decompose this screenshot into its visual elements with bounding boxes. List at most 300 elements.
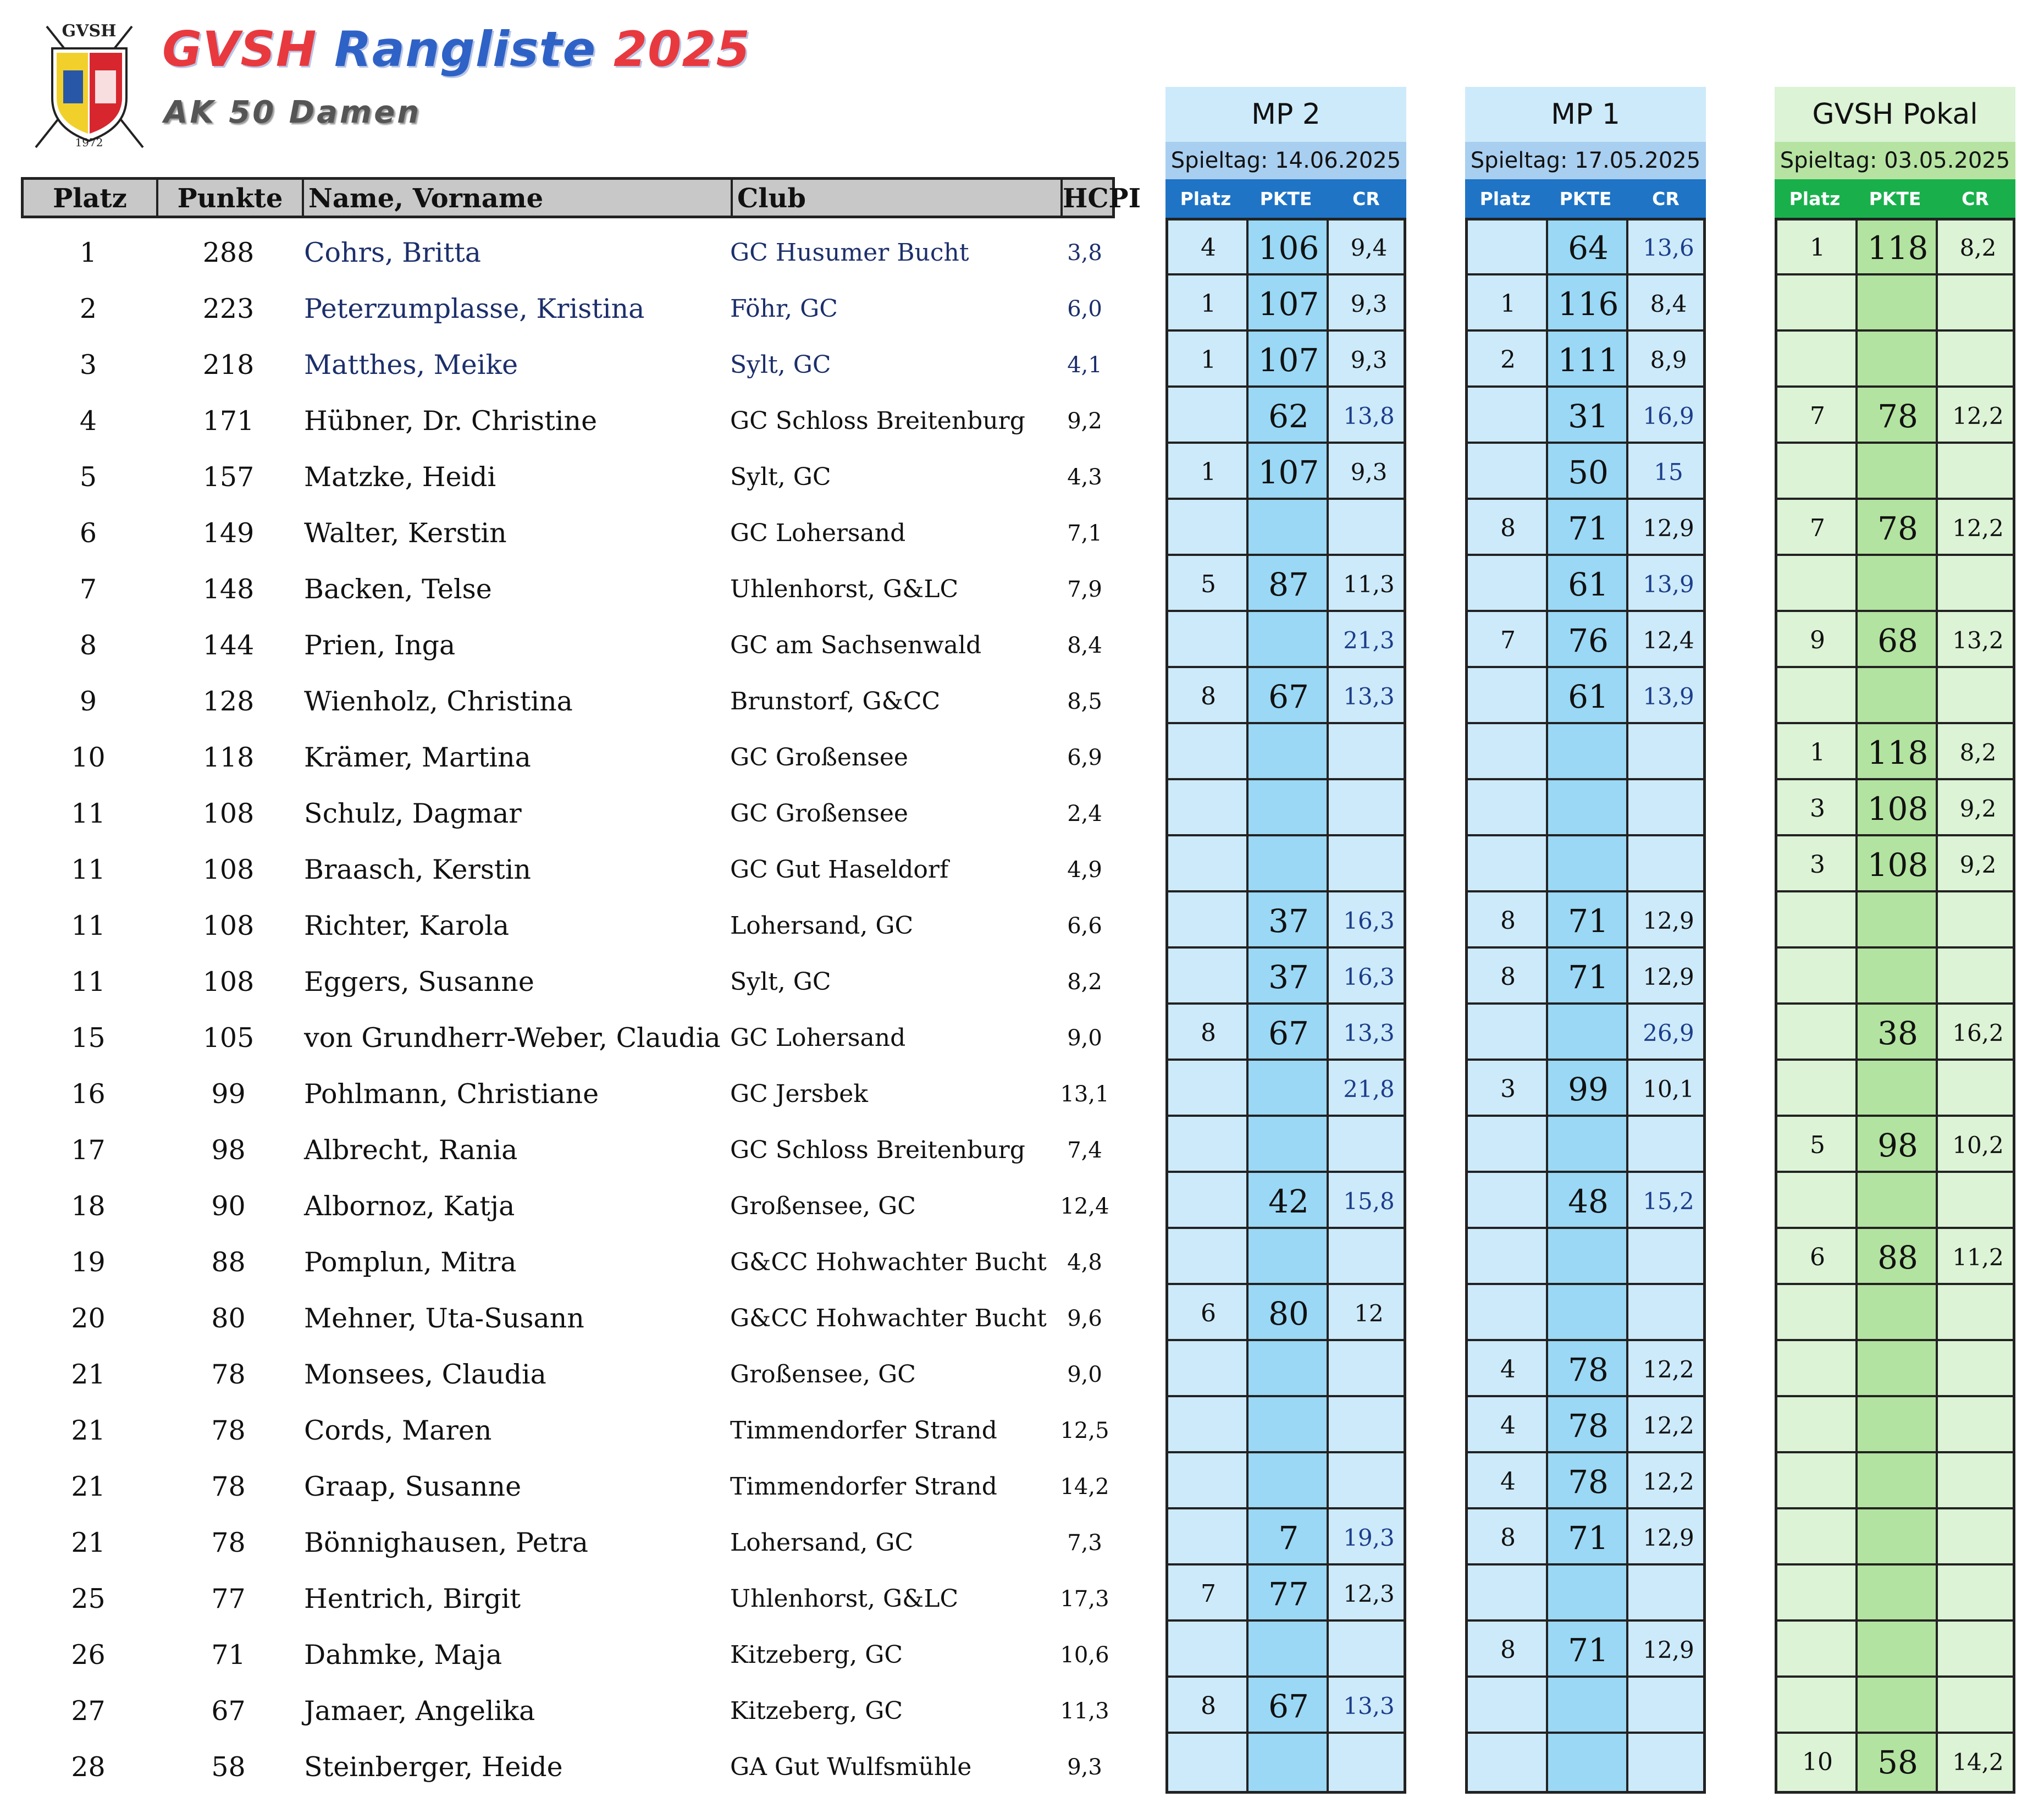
event-points-cell: 7: [1278, 1519, 1299, 1557]
event-points-cell: 78: [1877, 398, 1918, 435]
hcpi-cell: 12,4: [1060, 1194, 1109, 1219]
event-cr-cell: [1938, 555, 2018, 611]
hcpi-cell: 6,6: [1067, 913, 1102, 939]
name-cell: von Grundherr-Weber, Claudia: [304, 1022, 721, 1054]
event-points-cell: 88: [1877, 1239, 1918, 1276]
event-rank-cell: 3: [1810, 795, 1825, 823]
event-points-cell: 37: [1268, 958, 1309, 996]
event-cr-cell: 12,9: [1643, 1636, 1694, 1663]
club-cell: GC Schloss Breitenburg: [730, 407, 1025, 435]
event-rank-cell: 8: [1500, 907, 1516, 935]
points-cell: 144: [202, 630, 255, 661]
event-row: [1168, 1172, 1404, 1228]
event-cr-cell: [1938, 1508, 2018, 1564]
club-cell: GC Jersbek: [730, 1080, 868, 1108]
event-rank-cell: [1168, 1508, 1249, 1564]
club-cell: GC Schloss Breitenburg: [730, 1136, 1025, 1164]
event-points-cell: [1249, 1452, 1329, 1508]
rank-cell: 4: [79, 405, 97, 437]
event-rank-cell: 8: [1201, 1692, 1216, 1720]
name-cell: Monsees, Claudia: [304, 1359, 546, 1390]
table-row: [21, 1513, 1115, 1569]
event-rank-cell: [1468, 555, 1548, 611]
rank-cell: 11: [71, 966, 106, 997]
event-row: [1168, 835, 1404, 891]
event-rank-cell: 8: [1201, 1019, 1216, 1047]
event-row: [1468, 1564, 1703, 1620]
event-row: [1777, 1564, 2013, 1620]
event-rank-cell: 6: [1810, 1243, 1825, 1271]
event-cr-cell: [1628, 1116, 1709, 1172]
club-cell: Großensee, GC: [730, 1360, 916, 1388]
event-row: [1777, 387, 2013, 443]
event-rank-cell: [1777, 330, 1858, 387]
event-cr-cell: [1329, 1452, 1409, 1508]
event-points-cell: [1858, 891, 1938, 947]
name-cell: Bönnighausen, Petra: [304, 1527, 588, 1558]
club-cell: GC Gut Haseldorf: [730, 856, 949, 884]
event-row: [1777, 1340, 2013, 1396]
event-row: [1777, 1060, 2013, 1116]
event-row: [1468, 274, 1703, 330]
event-row: [1168, 1284, 1404, 1340]
event-cr-cell: [1938, 1172, 2018, 1228]
event-cr-cell: [1329, 835, 1409, 891]
event-row: [1468, 218, 1703, 274]
club-cell: Sylt, GC: [730, 351, 831, 379]
hcpi-cell: 11,3: [1060, 1699, 1109, 1724]
event-rank-cell: [1168, 779, 1249, 835]
points-cell: 78: [211, 1471, 246, 1502]
event-rank-cell: [1468, 1228, 1548, 1284]
table-row: [21, 952, 1115, 1008]
event-cr-cell: [1329, 779, 1409, 835]
event-points-cell: 31: [1568, 398, 1609, 435]
club-cell: Timmendorfer Strand: [730, 1473, 997, 1501]
event-rank-cell: [1777, 1284, 1858, 1340]
event-points-cell: [1548, 1228, 1628, 1284]
event-title: GVSH Pokal: [1775, 87, 2015, 142]
event-row: [1468, 1452, 1703, 1508]
event-row: [1468, 1004, 1703, 1060]
event-cr-cell: 13,9: [1643, 571, 1694, 598]
rank-cell: 27: [71, 1695, 106, 1727]
event-rank-cell: [1777, 891, 1858, 947]
event-row: [1468, 1677, 1703, 1733]
event-cr-cell: [1628, 1284, 1709, 1340]
event-points-cell: [1858, 1564, 1938, 1620]
event-cr-cell: 9,3: [1350, 346, 1388, 373]
event-col-platz: Platz: [1180, 188, 1231, 210]
event-cr-cell: [1938, 947, 2018, 1004]
event-rank-cell: 9: [1810, 626, 1825, 654]
points-cell: 108: [202, 910, 255, 941]
event-points-cell: [1249, 779, 1329, 835]
event-row: [1468, 1396, 1703, 1452]
table-row: [21, 1233, 1115, 1289]
hcpi-cell: 9,0: [1067, 1026, 1102, 1051]
event-points-cell: [1858, 555, 1938, 611]
hcpi-cell: 4,3: [1067, 465, 1102, 490]
hcpi-cell: 7,3: [1067, 1530, 1102, 1556]
event-rank-cell: 8: [1201, 682, 1216, 710]
event-cr-cell: 12,9: [1643, 1524, 1694, 1551]
rank-cell: 26: [71, 1639, 106, 1671]
table-row: [21, 1457, 1115, 1513]
table-row: [21, 560, 1115, 616]
event-points-cell: [1249, 1733, 1329, 1789]
event-rank-cell: 2: [1500, 346, 1516, 374]
event-column-header: [1465, 179, 1706, 218]
club-cell: Timmendorfer Strand: [730, 1416, 997, 1445]
event-row: [1468, 387, 1703, 443]
event-points-cell: 99: [1568, 1071, 1609, 1108]
name-cell: Walter, Kerstin: [304, 517, 507, 549]
points-cell: 58: [211, 1751, 246, 1783]
points-cell: 99: [211, 1078, 246, 1110]
event-cr-cell: 8,9: [1650, 346, 1687, 373]
event-cr-cell: 15,8: [1343, 1188, 1395, 1215]
hcpi-cell: 9,2: [1067, 409, 1102, 434]
points-cell: 157: [202, 461, 255, 493]
event-cr-cell: 14,2: [1952, 1749, 2004, 1776]
event-rank-cell: [1468, 667, 1548, 723]
event-points-cell: 107: [1258, 454, 1319, 491]
event-cr-cell: [1329, 723, 1409, 779]
name-cell: Matzke, Heidi: [304, 461, 496, 493]
hcpi-cell: 3,8: [1067, 240, 1102, 266]
club-cell: GA Gut Wulfsmühle: [730, 1753, 972, 1781]
event-rank-cell: 1: [1201, 458, 1216, 486]
event-row: [1468, 667, 1703, 723]
table-row: [21, 1177, 1115, 1233]
event-row: [1777, 1508, 2013, 1564]
event-points-cell: [1858, 667, 1938, 723]
ranking-table-header: [21, 177, 1141, 218]
event-results-grid: [1165, 218, 1406, 1794]
event-points-cell: 87: [1268, 566, 1309, 603]
event-row: [1468, 443, 1703, 499]
event-points-cell: 67: [1268, 1015, 1309, 1052]
event-rank-cell: [1168, 1060, 1249, 1116]
event-rank-cell: [1468, 1564, 1548, 1620]
name-cell: Jamaer, Angelika: [304, 1695, 535, 1727]
hcpi-cell: 17,3: [1060, 1586, 1109, 1612]
table-row: [21, 1682, 1115, 1738]
event-points-cell: [1249, 1620, 1329, 1677]
event-rank-cell: [1777, 1564, 1858, 1620]
event-cr-cell: [1628, 835, 1709, 891]
event-rank-cell: [1468, 1116, 1548, 1172]
event-rank-cell: [1168, 1340, 1249, 1396]
table-row: [21, 1065, 1115, 1121]
event-cr-cell: 8,4: [1650, 290, 1687, 317]
event-rank-cell: [1168, 723, 1249, 779]
hcpi-cell: 7,4: [1067, 1138, 1102, 1163]
event-row: [1777, 1284, 2013, 1340]
table-row: [21, 672, 1115, 728]
event-cr-cell: 13,6: [1643, 234, 1694, 261]
svg-text:1972: 1972: [75, 136, 103, 149]
event-cr-cell: 12,9: [1643, 907, 1694, 934]
table-row: [21, 1625, 1115, 1682]
event-col-platz: Platz: [1789, 188, 1841, 210]
event-cr-cell: [1938, 1677, 2018, 1733]
event-points-cell: [1548, 1004, 1628, 1060]
event-row: [1468, 891, 1703, 947]
event-cr-cell: [1628, 1733, 1709, 1789]
event-rank-cell: [1468, 779, 1548, 835]
event-cr-cell: [1329, 1116, 1409, 1172]
event-cr-cell: 21,8: [1343, 1076, 1395, 1103]
event-cr-cell: [1329, 1228, 1409, 1284]
name-cell: Peterzumplasse, Kristina: [304, 293, 645, 324]
event-row: [1168, 667, 1404, 723]
col-header-platz: Platz: [24, 180, 158, 216]
hcpi-cell: 8,5: [1067, 689, 1102, 714]
event-row: [1777, 947, 2013, 1004]
event-points-cell: 62: [1268, 398, 1309, 435]
event-cr-cell: 13,8: [1343, 403, 1395, 429]
event-points-cell: [1548, 1733, 1628, 1789]
event-rank-cell: 5: [1201, 570, 1216, 598]
event-rank-cell: 1: [1500, 290, 1516, 318]
event-row: [1777, 555, 2013, 611]
event-points-cell: 78: [1568, 1463, 1609, 1501]
rank-cell: 20: [71, 1303, 106, 1334]
event-points-cell: [1548, 779, 1628, 835]
event-row: [1468, 1228, 1703, 1284]
event-cr-cell: 10,2: [1952, 1132, 2004, 1159]
event-rank-cell: 3: [1500, 1075, 1516, 1103]
rank-cell: 25: [71, 1583, 106, 1614]
event-rank-cell: [1777, 1340, 1858, 1396]
event-cr-cell: [1329, 1396, 1409, 1452]
event-cr-cell: [1628, 779, 1709, 835]
name-cell: Schulz, Dagmar: [304, 798, 522, 829]
event-points-cell: 61: [1568, 678, 1609, 715]
event-cr-cell: 12,4: [1643, 627, 1694, 654]
event-title: MP 1: [1465, 87, 1706, 142]
event-col-pkte: PKTE: [1869, 188, 1921, 210]
event-points-cell: 78: [1877, 510, 1918, 547]
points-cell: 78: [211, 1359, 246, 1390]
event-rank-cell: [1777, 555, 1858, 611]
event-rank-cell: [1777, 1396, 1858, 1452]
event-cr-cell: [1938, 1396, 2018, 1452]
event-points-cell: 42: [1268, 1183, 1309, 1220]
table-row: [21, 1008, 1115, 1065]
name-cell: Graap, Susanne: [304, 1471, 522, 1502]
event-points-cell: [1249, 1228, 1329, 1284]
club-cell: GC Großensee: [730, 743, 908, 771]
rank-cell: 16: [71, 1078, 106, 1110]
event-rank-cell: [1168, 387, 1249, 443]
event-row: [1468, 1620, 1703, 1677]
event-rank-cell: [1777, 1452, 1858, 1508]
name-cell: Krämer, Martina: [304, 742, 531, 773]
club-cell: GC am Sachsenwald: [730, 631, 982, 659]
event-rank-cell: [1468, 723, 1548, 779]
event-points-cell: 108: [1867, 790, 1929, 828]
event-rank-cell: [1777, 443, 1858, 499]
event-points-cell: 76: [1568, 622, 1609, 659]
event-row: [1168, 499, 1404, 555]
event-points-cell: 118: [1867, 229, 1929, 267]
event-points-cell: 38: [1877, 1015, 1918, 1052]
event-cr-cell: 12: [1354, 1300, 1384, 1327]
event-rank-cell: 5: [1810, 1131, 1825, 1159]
event-cr-cell: [1938, 1564, 2018, 1620]
hcpi-cell: 8,2: [1067, 969, 1102, 995]
event-rank-cell: [1168, 1733, 1249, 1789]
rank-cell: 21: [71, 1415, 106, 1446]
hcpi-cell: 13,1: [1060, 1082, 1109, 1107]
event-points-cell: 98: [1877, 1127, 1918, 1164]
event-rank-cell: 4: [1500, 1355, 1516, 1383]
event-points-cell: [1858, 1396, 1938, 1452]
rank-cell: 8: [79, 630, 97, 661]
event-cr-cell: [1938, 1340, 2018, 1396]
event-points-cell: [1249, 1396, 1329, 1452]
event-rank-cell: [1777, 274, 1858, 330]
event-points-cell: [1249, 611, 1329, 667]
event-rank-cell: [1168, 611, 1249, 667]
event-points-cell: 48: [1568, 1183, 1609, 1220]
event-points-cell: 71: [1568, 902, 1609, 940]
event-points-cell: [1548, 1564, 1628, 1620]
event-points-cell: [1249, 499, 1329, 555]
points-cell: 77: [211, 1583, 246, 1614]
event-points-cell: [1249, 1060, 1329, 1116]
event-rank-cell: 6: [1201, 1299, 1216, 1327]
hcpi-cell: 9,6: [1067, 1306, 1102, 1331]
event-rank-cell: [1777, 1004, 1858, 1060]
event-points-cell: [1858, 1060, 1938, 1116]
points-cell: 108: [202, 854, 255, 885]
event-row: [1168, 611, 1404, 667]
event-rank-cell: 8: [1500, 1636, 1516, 1664]
name-cell: Albornoz, Katja: [304, 1190, 515, 1222]
hcpi-cell: 12,5: [1060, 1418, 1109, 1443]
name-cell: Prien, Inga: [304, 630, 456, 661]
points-cell: 78: [211, 1527, 246, 1558]
event-rank-cell: [1468, 387, 1548, 443]
event-results-grid: [1465, 218, 1706, 1794]
name-cell: Steinberger, Heide: [304, 1751, 563, 1783]
event-rank-cell: [1468, 1733, 1548, 1789]
event-points-cell: [1858, 1677, 1938, 1733]
event-points-cell: 71: [1568, 1519, 1609, 1557]
event-points-cell: 111: [1557, 341, 1619, 379]
event-rank-cell: [1777, 1677, 1858, 1733]
event-rank-cell: 7: [1201, 1580, 1216, 1608]
event-cr-cell: 13,3: [1343, 683, 1395, 710]
event-cr-cell: 9,2: [1959, 851, 1997, 878]
event-cr-cell: 9,2: [1959, 795, 1997, 822]
event-rank-cell: [1168, 891, 1249, 947]
page-subtitle: AK 50 Damen: [164, 95, 422, 130]
event-cr-cell: 9,3: [1350, 290, 1388, 317]
event-points-cell: [1548, 1677, 1628, 1733]
event-cr-cell: 11,3: [1343, 571, 1395, 598]
event-rank-cell: [1468, 1004, 1548, 1060]
event-rank-cell: 4: [1500, 1412, 1516, 1440]
name-cell: Backen, Telse: [304, 574, 492, 605]
event-cr-cell: 16,9: [1643, 403, 1694, 429]
event-row: [1468, 1172, 1703, 1228]
hcpi-cell: 2,4: [1067, 801, 1102, 826]
event-cr-cell: 8,2: [1959, 234, 1997, 261]
event-cr-cell: [1938, 1284, 2018, 1340]
event-row: [1168, 1677, 1404, 1733]
name-cell: Cords, Maren: [304, 1415, 492, 1446]
event-rank-cell: [1468, 835, 1548, 891]
event-cr-cell: [1938, 667, 2018, 723]
event-row: [1168, 1733, 1404, 1789]
event-rank-cell: 7: [1500, 626, 1516, 654]
rank-cell: 10: [71, 742, 106, 773]
event-cr-cell: 19,3: [1343, 1524, 1395, 1551]
event-points-cell: [1249, 835, 1329, 891]
club-cell: GC Großensee: [730, 800, 908, 828]
event-row: [1168, 779, 1404, 835]
event-points-cell: [1858, 1340, 1938, 1396]
event-points-cell: [1858, 1172, 1938, 1228]
event-points-cell: [1858, 1452, 1938, 1508]
event-row: [1468, 947, 1703, 1004]
table-row: [21, 448, 1115, 504]
club-cell: GC Lohersand: [730, 519, 906, 547]
event-row: [1168, 274, 1404, 330]
event-cr-cell: 12,9: [1643, 963, 1694, 990]
event-row: [1468, 723, 1703, 779]
rank-cell: 9: [79, 686, 97, 717]
table-row: [21, 784, 1115, 840]
event-row: [1777, 330, 2013, 387]
event-date: Spieltag: 14.06.2025: [1165, 142, 1406, 179]
rank-cell: 6: [79, 517, 97, 549]
event-cr-cell: 12,2: [1643, 1356, 1694, 1383]
points-cell: 105: [202, 1022, 255, 1054]
points-cell: 88: [211, 1247, 246, 1278]
event-points-cell: 118: [1867, 734, 1929, 771]
event-points-cell: 107: [1258, 341, 1319, 379]
event-rank-cell: [1168, 947, 1249, 1004]
event-points-cell: 64: [1568, 229, 1609, 267]
event-points-cell: 78: [1568, 1407, 1609, 1445]
event-points-cell: 37: [1268, 902, 1309, 940]
event-rank-cell: [1168, 1620, 1249, 1677]
rank-cell: 21: [71, 1527, 106, 1558]
event-row: [1468, 1284, 1703, 1340]
event-rank-cell: 1: [1810, 738, 1825, 767]
points-cell: 171: [202, 405, 255, 437]
event-points-cell: [1858, 274, 1938, 330]
event-date: Spieltag: 03.05.2025: [1775, 142, 2015, 179]
event-cr-cell: 9,3: [1350, 459, 1388, 486]
event-rank-cell: [1168, 1116, 1249, 1172]
event-cr-cell: [1938, 1060, 2018, 1116]
event-row: [1777, 611, 2013, 667]
event-row: [1468, 611, 1703, 667]
points-cell: 149: [202, 517, 255, 549]
hcpi-cell: 4,1: [1067, 352, 1102, 378]
event-row: [1168, 387, 1404, 443]
rank-cell: 18: [71, 1190, 106, 1222]
points-cell: 288: [202, 237, 255, 268]
event-cr-cell: 15,2: [1643, 1188, 1694, 1215]
